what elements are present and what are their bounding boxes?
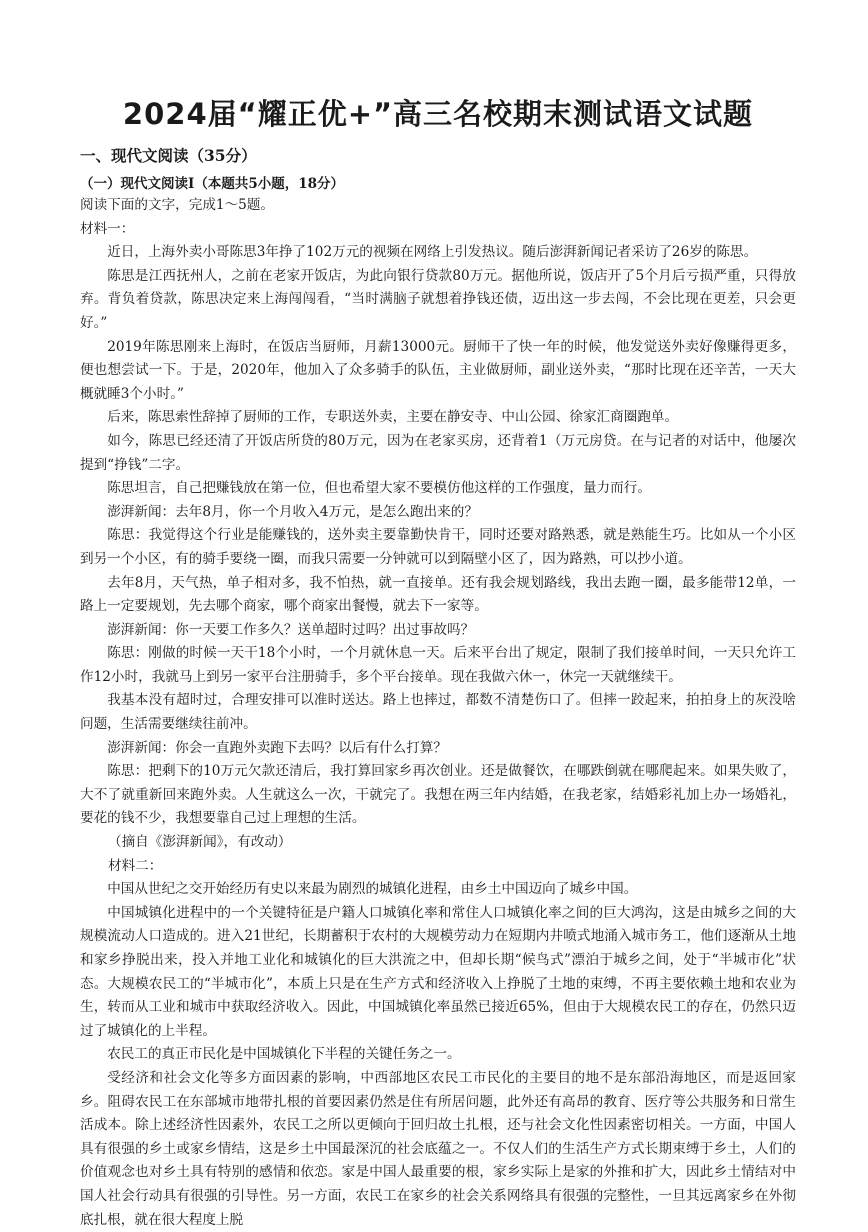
material1-source: （摘自《澎湃新闻》，有改动）	[108, 834, 292, 851]
interview-answer: 陈思：刚做的时候一天干18个小时，一个月就休息一天。后来平台出了规定，限制了我们接单时间，一天只允许工作12小时，我就马上到另一家平台注册骑手，多个平台接单。现在我做六休一，休完一天就继续干。	[80, 645, 796, 685]
paragraph: 2019年陈思刚来上海时，在饭店当厨师，月薪13000元。厨师干了快一年的时候，他发觉送外卖好像赚得更多，便也想尝试一下。于是，2020年，他加入了众多骑手的队伍，主业做厨师，副业送外卖，“那时比现在还辛苦，一天大概就睡3个小时。”	[80, 338, 796, 402]
paragraph: 后来，陈思索性辞掉了厨师的工作，专职送外卖，主要在静安寺、中山公园、徐家汇商圈跑单。	[107, 409, 679, 426]
paragraph: 近日，上海外卖小哥陈思3年挣了102万元的视频在网络上引发热议。随后澎湃新闻记者采访了26岁的陈思。	[107, 244, 758, 261]
paragraph: 农民工的真正市民化是中国城镇化下半程的关键任务之一。	[107, 1046, 461, 1063]
interview-answer: 我基本没有超时过，合理安排可以准时送达。路上也摔过，都数不清楚伤口了。但摔一跤起来，拍拍身上的灰没啥问题，生活需要继续往前冲。	[80, 692, 796, 733]
interview-question: 澎湃新闻：你会一直跑外卖跑下去吗？以后有什么打算？	[107, 739, 448, 756]
interview-question: 澎湃新闻：你一天要工作多久？送单超时过吗？出过事故吗？	[107, 621, 475, 638]
exam-title: 2024届“耀正优+”高三名校期末测试语文试题	[122, 97, 754, 131]
interview-answer: 去年8月，天气热，单子相对多，我不怕热，就一直接单。还有我会规划路线，我出去跑一圈，最多能带12单，一路上一定要规划，先去哪个商家，哪个商家出餐慢，就去下一家等。	[80, 574, 796, 615]
material1-label: 材料一：	[80, 220, 135, 237]
paragraph: 陈思是江西抚州人，之前在老家开饭店，为此向银行贷款80万元。据他所说，饭店开了5个月后亏损严重，只得放弃。背负着贷款，陈思决定来上海闯闯看，“当时满脑子就想着挣钱还债，迈出这一步去闯，不会比现在更差，只会更好。”	[80, 267, 796, 331]
interview-answer: 陈思：把剩下的10万元欠款还清后，我打算回家乡再次创业。还是做餐饮，在哪跌倒就在哪爬起来。如果失败了，大不了就重新回来跑外卖。人生就这么一次，干就完了。我想在两三年内结婚，在我老家，结婚彩礼加上办一场婚礼，要花的钱不少，我想要靠自己过上理想的生活。	[80, 763, 796, 827]
interview-answer: 陈思：我觉得这个行业是能赚钱的，送外卖主要靠勤快肯干，同时还要对路熟悉，就是熟能生巧。比如从一个小区到另一个小区，有的骑手要绕一圈，而我只需要一分钟就可以到隔壁小区了，因为路熟，可以抄小道。	[80, 527, 796, 567]
paragraph: 中国城镇化进程中的一个关键特征是户籍人口城镇化率和常住人口城镇化率之间的巨大鸿沟，这是由城乡之间的大规模流动人口造成的。进入21世纪，长期蓄积于农村的大规模劳动力在短期内井喷式地涌入城市务工，他们逐渐从土地和家乡挣脱出来，投入并地工业化和城镇化的巨大洪流之中，但却长期“候鸟式”漂泊于城乡之间，处于“半城市化”状态。大规模农民工的“半城市化”，本质上只是在生产方式和经济收入上挣脱了土地的束缚，不再主要依赖土地和农业为生，转而从工业和城市中获取经济收入。因此，中国城镇化率虽然已接近65%，但由于大规模农民工的存在，仍然只迈过了城镇化的上半程。	[80, 904, 796, 1039]
material1-body	[80, 241, 796, 831]
material2-body	[80, 878, 796, 1232]
paragraph: 受经济和社会文化等多方面因素的影响，中西部地区农民工市民化的主要目的地不是东部沿海地区，而是返回家乡。阻碍农民工在东部城市地带扎根的首要因素仍然是住有所居问题，此外还有高昂的教育、医疗等公共服务和日常生活成本。除上述经济性因素外，农民工之所以更倾向于回归故土扎根，还与社会文化性因素密切相关。一方面，中国人具有很强的乡土或家乡情结，这是乡土中国最深沉的社会底蕴之一。不仅人们的生活生产方式长期束缚于乡土，人们的价值观念也对乡土具有特别的感情和依恋。家是中国人最重要的根，家乡实际上是家的外推和扩大，因此乡土情结对中国人社会行动具有很强的引导性。另一方面，农民工在家乡的社会关系网络具有很强的完整性，一旦其远离家乡在外彻底扎根，就在很大程度上脱	[80, 1069, 796, 1228]
paragraph: 中国从世纪之交开始经历有史以来最为剧烈的城镇化进程，由乡土中国迈向了城乡中国。	[107, 881, 638, 898]
material2-label: 材料二：	[108, 857, 163, 874]
interview-question: 澎湃新闻：去年8月，你一个月收入4万元，是怎么跑出来的？	[107, 503, 478, 520]
section-heading: 一、现代文阅读（35分）	[80, 146, 257, 165]
subsection-heading: （一）现代文阅读Ⅰ（本题共5小题，18分）	[80, 176, 344, 192]
instruction-text: 阅读下面的文字，完成1～5题。	[80, 197, 275, 213]
paragraph: 如今，陈思已经还清了开饭店所贷的80万元，因为在老家买房，还背着1（万元房贷。在与记者的对话中，他屡次提到“挣钱”二字。	[80, 432, 796, 473]
paragraph: 陈思坦言，自己把赚钱放在第一位，但也希望大家不要模仿他这样的工作强度，量力而行。	[107, 480, 651, 497]
